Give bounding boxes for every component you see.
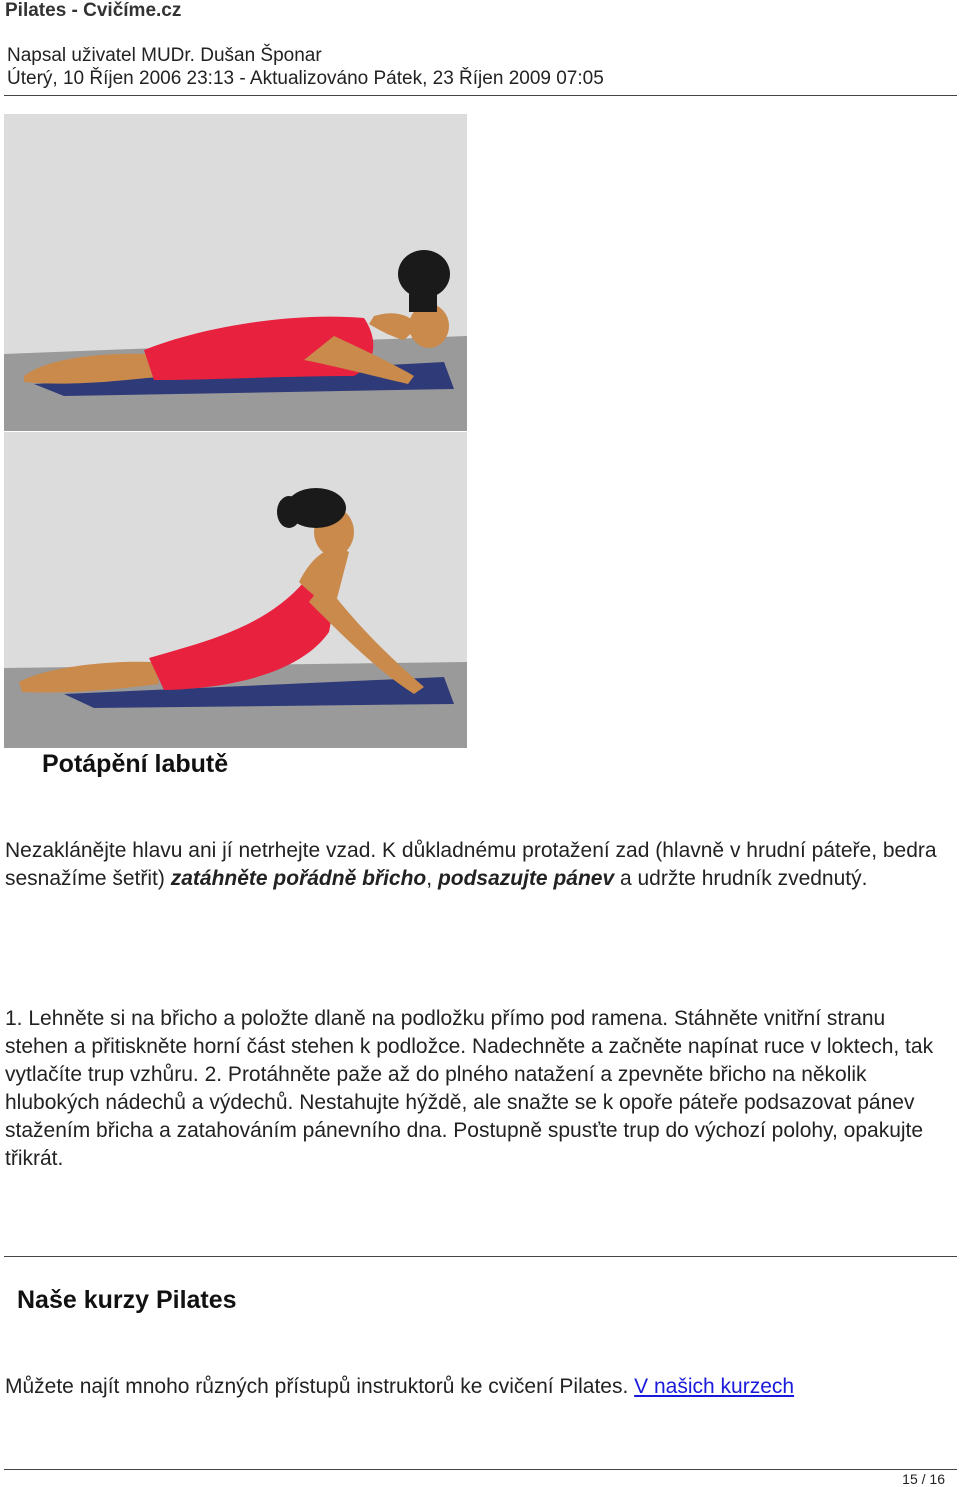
section-title-courses: Naše kurzy Pilates bbox=[17, 1286, 237, 1314]
intro-emphasis-belly: zatáhněte pořádně břicho bbox=[170, 867, 427, 890]
steps-paragraph bbox=[5, 1005, 950, 1173]
section-divider bbox=[4, 1256, 957, 1257]
step-1: 1. Lehněte si na břicho a položte dlaně na podložku přímo pod ramena. Stáhněte vnitřní stranu stehen a přitiskněte horní část stehen k podložce. Nadechněte a začněte napínat ruce v loktech, tak vytlačíte trup vzhůru. bbox=[5, 1007, 934, 1086]
intro-comma: , bbox=[426, 867, 438, 890]
step-2: 2. Protáhněte paže až do plného natažení a zpevněte břicho na několik hlubokých nádechů a výdechů. Nestahujte hýždě, ale snažte se k opoře páteře podsazovat pánev stažením břicha a zatahováním pánevního dna. Postupně spusťte trup do výchozí polohy, opakujte třikrát. bbox=[5, 1063, 924, 1170]
site-title: Pilates - Cvičíme.cz bbox=[5, 0, 182, 21]
exercise-photo-start bbox=[4, 114, 467, 431]
intro-emphasis-pelvis: podsazujte pánev bbox=[437, 867, 615, 890]
courses-text: Můžete najít mnoho různých přístupů instruktorů ke cvičení Pilates. bbox=[5, 1375, 635, 1398]
section-title-swan-dive: Potápění labutě bbox=[42, 750, 229, 778]
exercise-photo-extended bbox=[4, 432, 467, 748]
page-number: 15 / 16 bbox=[902, 1471, 945, 1487]
date-line: Úterý, 10 Říjen 2006 23:13 - Aktualizováno Pátek, 23 Říjen 2009 07:05 bbox=[7, 68, 604, 89]
header-divider bbox=[4, 95, 957, 96]
intro-text-a: Nezaklánějte hlavu ani jí netrhejte vzad. K důkladnému protažení zad (hlavně v hrudní páteře, bedra sesnažíme šetřit) bbox=[5, 839, 937, 890]
courses-paragraph bbox=[5, 1373, 950, 1401]
intro-paragraph bbox=[5, 837, 950, 893]
author-line: Napsal uživatel MUDr. Dušan Šponar bbox=[7, 45, 322, 66]
footer-divider bbox=[4, 1469, 957, 1470]
intro-text-b: a udržte hrudník zvednutý. bbox=[614, 867, 868, 890]
courses-link[interactable]: V našich kurzech bbox=[634, 1375, 795, 1398]
